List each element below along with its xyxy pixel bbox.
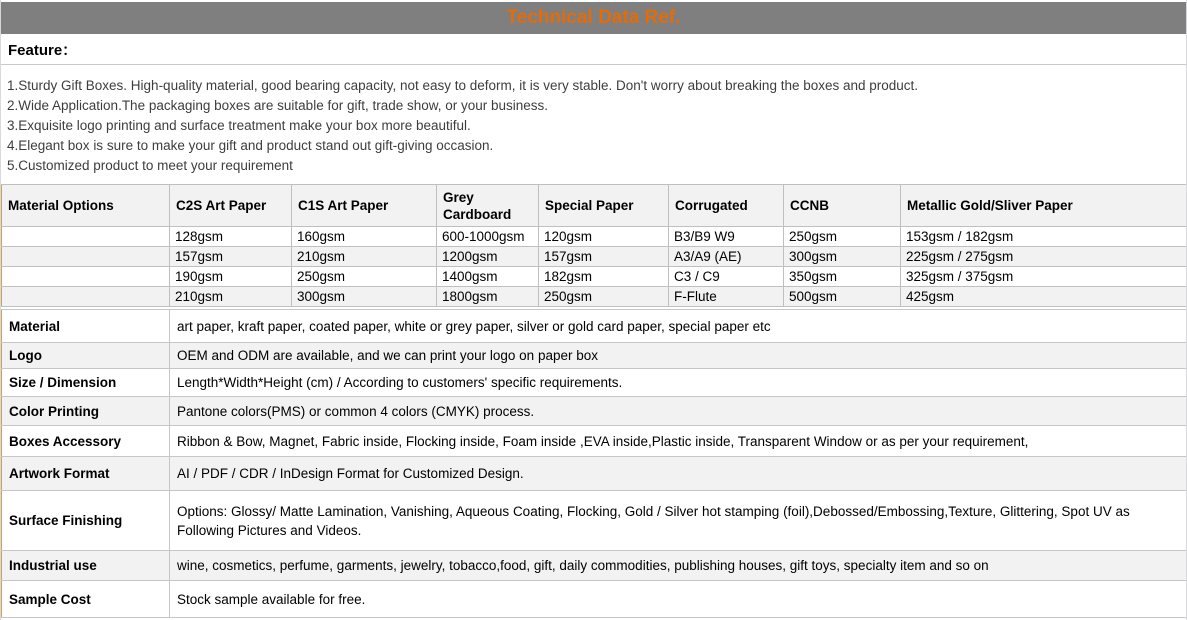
feature-item: 1.Sturdy Gift Boxes. High-quality material, good bearing capacity, not easy to deform, it is very stable. Don't worry about breaking the boxes and product.: [7, 78, 919, 93]
spec-label: Logo: [2, 343, 170, 369]
table-cell: [2, 267, 170, 287]
table-cell: 1200gsm: [437, 247, 539, 267]
column-header-grey-cardboard: Grey Cardboard: [437, 185, 539, 227]
table-cell: 250gsm: [784, 227, 901, 247]
spec-value: OEM and ODM are available, and we can print your logo on paper box: [170, 343, 1187, 369]
feature-item: 4.Elegant box is sure to make your gift and product stand out gift-giving occasion.: [7, 138, 494, 153]
spec-label: Material: [2, 310, 170, 343]
table-cell: 325gsm / 375gsm: [901, 267, 1187, 287]
material-table-header-row: [2, 185, 1187, 227]
table-cell: 300gsm: [292, 287, 437, 307]
table-cell: 1800gsm: [437, 287, 539, 307]
feature-list: [1, 65, 1186, 176]
table-cell: 128gsm: [170, 227, 292, 247]
section-title-bar: [1, 2, 1186, 34]
spec-row-industrial-use: [2, 551, 1187, 581]
feature-heading: Feature：: [1, 34, 1186, 65]
section-title: Technical Data Ref.: [506, 7, 681, 28]
table-cell: 250gsm: [539, 287, 669, 307]
feature-item: 3.Exquisite logo printing and surface treatment make your box more beautiful.: [7, 118, 471, 133]
table-cell: A3/A9 (AE): [669, 247, 784, 267]
spec-label: Color Printing: [2, 397, 170, 426]
feature-item: 5.Customized product to meet your requirement: [7, 158, 293, 173]
spec-value: Options: Glossy/ Matte Lamination, Vanishing, Aqueous Coating, Flocking, Gold / Silver hot stamping (foil),Debossed/Embossing,Texture, Glittering, Spot UV as Following Pictures and Videos.: [170, 491, 1187, 551]
table-cell: 153gsm / 182gsm: [901, 227, 1187, 247]
column-header-corrugated: Corrugated: [669, 185, 784, 227]
spec-label: Industrial use: [2, 551, 170, 581]
table-cell: 600-1000gsm: [437, 227, 539, 247]
table-cell: 120gsm: [539, 227, 669, 247]
table-cell: 350gsm: [784, 267, 901, 287]
table-cell: F-Flute: [669, 287, 784, 307]
spec-table: [1, 309, 1187, 618]
spec-label: Size / Dimension: [2, 369, 170, 397]
spec-row-color-printing: [2, 397, 1187, 426]
spec-row-artwork-format: [2, 457, 1187, 491]
table-cell: [2, 247, 170, 267]
table-cell: 425gsm: [901, 287, 1187, 307]
feature-item: 2.Wide Application.The packaging boxes are suitable for gift, trade show, or your business.: [7, 98, 549, 113]
table-cell: 190gsm: [170, 267, 292, 287]
table-cell: 157gsm: [539, 247, 669, 267]
spec-value: AI / PDF / CDR / InDesign Format for Customized Design.: [170, 457, 1187, 491]
table-cell: 210gsm: [292, 247, 437, 267]
table-cell: 160gsm: [292, 227, 437, 247]
spec-value: Stock sample available for free.: [170, 581, 1187, 618]
column-header-c1s-art-paper: C1S Art Paper: [292, 185, 437, 227]
column-header-metallic-paper: Metallic Gold/Sliver Paper: [901, 185, 1187, 227]
spec-value: Ribbon & Bow, Magnet, Fabric inside, Flocking inside, Foam inside ,EVA inside,Plastic inside, Transparent Window or as per your requirement,: [170, 426, 1187, 457]
table-cell: 225gsm / 275gsm: [901, 247, 1187, 267]
spec-row-size-dimension: [2, 369, 1187, 397]
spec-row-sample-cost: [2, 581, 1187, 618]
table-cell: 157gsm: [170, 247, 292, 267]
spec-value: wine, cosmetics, perfume, garments, jewelry, tobacco,food, gift, daily commodities, publishing houses, gift toys, specialty item and so on: [170, 551, 1187, 581]
column-header-c2s-art-paper: C2S Art Paper: [170, 185, 292, 227]
table-cell: 182gsm: [539, 267, 669, 287]
material-options-table: [1, 184, 1187, 307]
spec-value: Pantone colors(PMS) or common 4 colors (CMYK) process.: [170, 397, 1187, 426]
spec-label: Surface Finishing: [2, 491, 170, 551]
column-header-material-options: Material Options: [2, 185, 170, 227]
column-header-special-paper: Special Paper: [539, 185, 669, 227]
spec-row-surface-finishing: [2, 491, 1187, 551]
material-table-row: [2, 287, 1187, 307]
spec-row-boxes-accessory: [2, 426, 1187, 457]
spec-row-material: [2, 310, 1187, 343]
material-table-row: [2, 267, 1187, 287]
material-table-row: [2, 247, 1187, 267]
material-table-row: [2, 227, 1187, 247]
table-cell: 210gsm: [170, 287, 292, 307]
table-cell: 250gsm: [292, 267, 437, 287]
spec-value: Length*Width*Height (cm) / According to customers' specific requirements.: [170, 369, 1187, 397]
table-cell: 300gsm: [784, 247, 901, 267]
table-cell: 500gsm: [784, 287, 901, 307]
table-cell: [2, 227, 170, 247]
spec-label: Sample Cost: [2, 581, 170, 618]
spec-label: Artwork Format: [2, 457, 170, 491]
spec-value: art paper, kraft paper, coated paper, white or grey paper, silver or gold card paper, special paper etc: [170, 310, 1187, 343]
column-header-ccnb: CCNB: [784, 185, 901, 227]
table-cell: B3/B9 W9: [669, 227, 784, 247]
table-cell: [2, 287, 170, 307]
table-cell: 1400gsm: [437, 267, 539, 287]
table-cell: C3 / C9: [669, 267, 784, 287]
spec-label: Boxes Accessory: [2, 426, 170, 457]
spec-row-logo: [2, 343, 1187, 369]
